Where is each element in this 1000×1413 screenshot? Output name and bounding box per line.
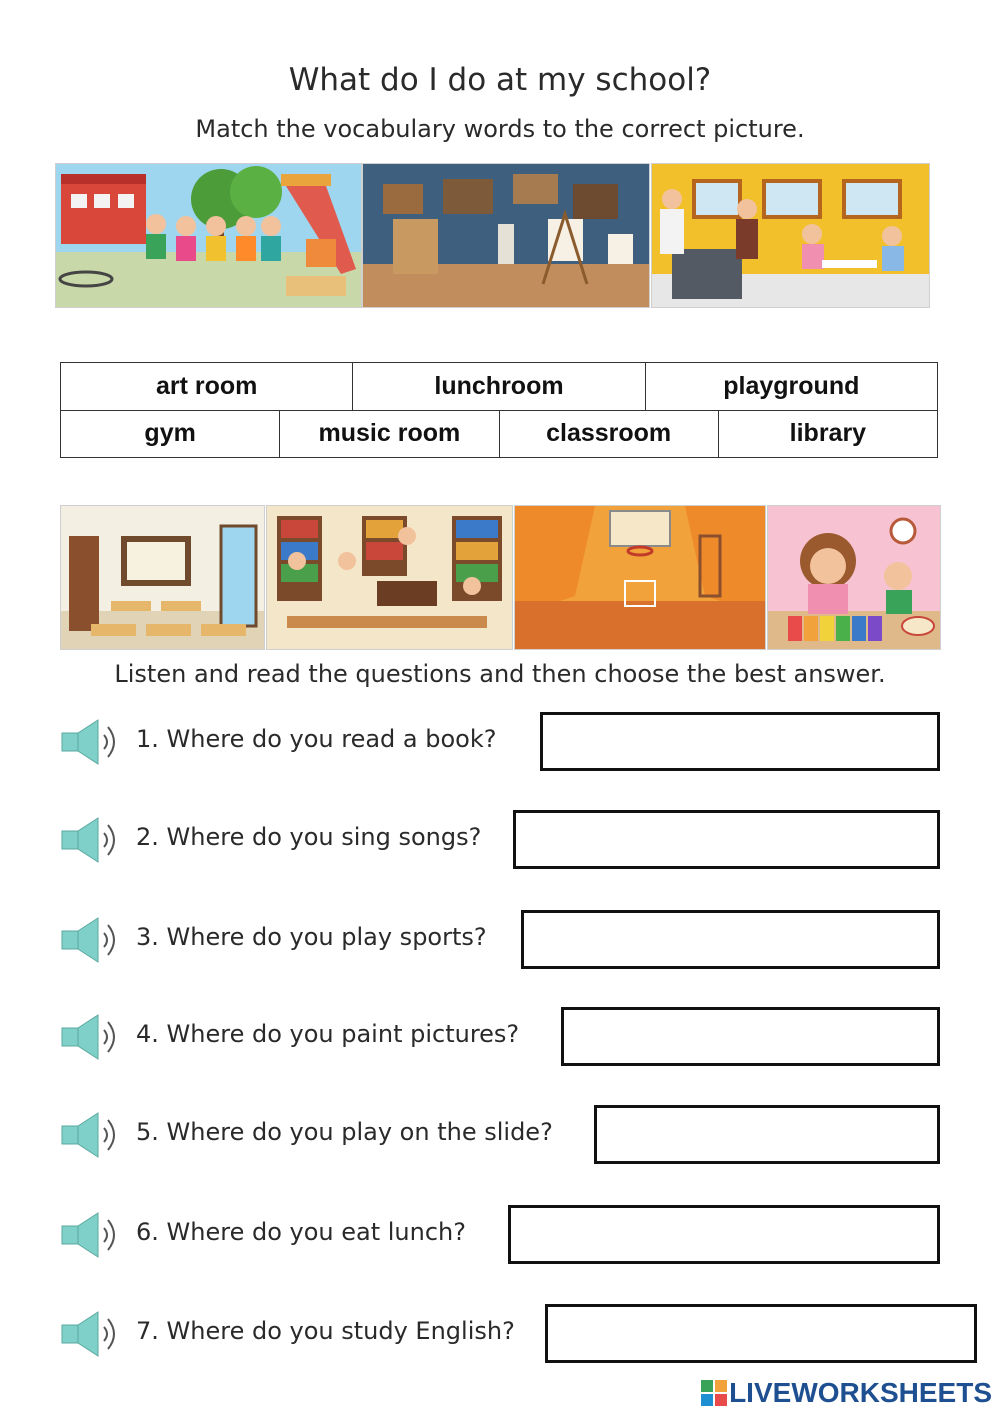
answer-field[interactable]	[594, 1105, 940, 1164]
liveworksheets-logo[interactable]	[701, 1378, 992, 1408]
question-text: 1. Where do you read a book?	[136, 725, 497, 753]
answer-field[interactable]	[521, 910, 940, 969]
word-bank-row-2	[60, 410, 938, 458]
lunchroom-picture	[651, 163, 930, 308]
answer-field[interactable]	[540, 712, 940, 771]
answer-field[interactable]	[508, 1205, 940, 1264]
classroom-picture	[60, 505, 265, 650]
word-gym: gym	[61, 410, 280, 457]
brand-name: LIVEWORKSHEETS	[729, 1377, 992, 1408]
answer-field[interactable]	[561, 1007, 940, 1066]
answer-field[interactable]	[545, 1304, 977, 1363]
question-text: 7. Where do you study English?	[136, 1317, 515, 1345]
page-subtitle: Match the vocabulary words to the correct picture.	[195, 115, 805, 143]
word-library: library	[789, 419, 867, 447]
playground-picture	[55, 163, 362, 308]
question-text: 6. Where do you eat lunch?	[136, 1218, 466, 1246]
word-playground: playground	[723, 372, 860, 400]
speaker-icon[interactable]	[60, 716, 124, 768]
speaker-icon[interactable]	[60, 1308, 124, 1360]
gym-picture	[514, 505, 766, 650]
logo-icon	[701, 1380, 727, 1406]
speaker-icon[interactable]	[60, 1109, 124, 1161]
word-music-room: music room	[280, 410, 499, 457]
speaker-icon[interactable]	[60, 1011, 124, 1063]
word-art-room: art room	[61, 363, 353, 410]
question-text: 3. Where do you play sports?	[136, 923, 487, 951]
word-classroom: classroom	[500, 410, 719, 457]
question-text: 5. Where do you play on the slide?	[136, 1118, 553, 1146]
speaker-icon[interactable]	[60, 914, 124, 966]
question-text: 2. Where do you sing songs?	[136, 823, 482, 851]
word-bank-row-1	[60, 362, 938, 411]
instructions: Listen and read the questions and then choose the best answer.	[114, 660, 886, 688]
music-room-picture	[767, 505, 941, 650]
page-title: What do I do at my school?	[288, 62, 712, 98]
question-text: 4. Where do you paint pictures?	[136, 1020, 520, 1048]
art-room-picture	[362, 163, 650, 308]
answer-field[interactable]	[513, 810, 940, 869]
speaker-icon[interactable]	[60, 814, 124, 866]
library-picture	[266, 505, 513, 650]
speaker-icon[interactable]	[60, 1209, 124, 1261]
word-lunchroom: lunchroom	[353, 363, 645, 410]
